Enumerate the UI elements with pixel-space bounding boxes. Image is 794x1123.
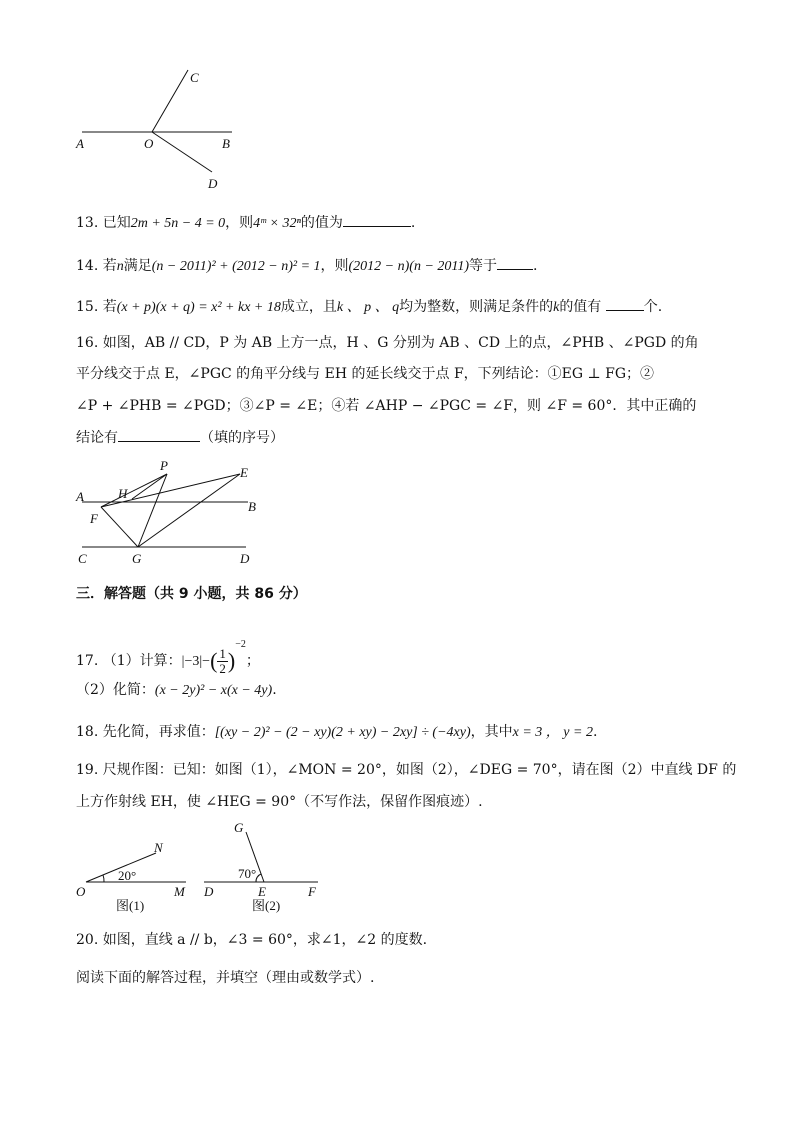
answer-blank[interactable] bbox=[606, 296, 644, 311]
answer-blank[interactable] bbox=[497, 255, 533, 270]
label-e: E bbox=[240, 465, 248, 480]
text: （填的序号） bbox=[200, 430, 284, 446]
ray-oc bbox=[152, 70, 188, 132]
text: ，则 bbox=[320, 258, 349, 274]
question-19-line-2: 上方作射线 EH，使 ∠HEG = 90°（不写作法，保留作图痕迹）. bbox=[76, 794, 483, 810]
math-exponent: −2 bbox=[235, 639, 246, 650]
question-16-line-2: 平分线交于点 E，∠PGC 的角平分线与 EH 的延长线交于点 F，下列结论：①EG ⊥ FG；② bbox=[76, 366, 655, 382]
label-c: C bbox=[190, 70, 199, 85]
text: 均为整数，则满足条件的 bbox=[399, 299, 554, 315]
angle-arc bbox=[103, 875, 104, 882]
figure-q19-2 bbox=[198, 818, 328, 915]
math-expression: (2012 − n)(n − 2011) bbox=[348, 259, 470, 274]
text: （2）化简： bbox=[76, 682, 155, 698]
label-o: O bbox=[144, 136, 154, 151]
math-expression: (x − 2y)² − x(x − 4y) bbox=[154, 683, 273, 698]
label-f: F bbox=[308, 884, 316, 899]
question-number: 18. bbox=[76, 724, 99, 740]
label-b: B bbox=[222, 136, 230, 151]
math-variable: n bbox=[116, 259, 124, 274]
text: 满足 bbox=[123, 258, 152, 274]
text: 已知 bbox=[102, 215, 131, 231]
math-equation: (x + p)(x + q) = x² + kx + 18 bbox=[116, 300, 281, 315]
text: 的值为 bbox=[300, 215, 343, 231]
question-20-line-2: 阅读下面的解答过程，并填空（理由或数学式）. bbox=[76, 970, 375, 986]
text: 若 bbox=[102, 299, 117, 315]
answer-blank[interactable] bbox=[118, 427, 200, 442]
math-abs-value: |−3| bbox=[181, 654, 203, 669]
segment-fg bbox=[101, 507, 138, 547]
label-g: G bbox=[132, 551, 142, 566]
text: . bbox=[592, 724, 598, 740]
text: . bbox=[272, 682, 277, 698]
question-19-line-1: 19. 尺规作图：已知：如图（1），∠MON = 20°，如图（2），∠DEG = 70°，请在图（2）中直线 DF 的 bbox=[76, 762, 737, 778]
label-n: N bbox=[154, 840, 163, 855]
text: . bbox=[410, 215, 416, 231]
figure-aob-rays bbox=[70, 60, 250, 200]
fraction-numerator: 1 bbox=[219, 645, 226, 661]
text: . bbox=[533, 258, 538, 274]
math-expression: [(xy − 2)² − (2 − xy)(2 + xy) − 2xy] ÷ (−4xy) bbox=[214, 725, 471, 740]
text: ，则 bbox=[225, 215, 254, 231]
label-o: O bbox=[76, 884, 86, 899]
text: 的值有 bbox=[559, 299, 602, 315]
segment-eg bbox=[138, 474, 240, 547]
section-3-title: 三．解答题（共 9 小题，共 86 分） bbox=[76, 586, 307, 602]
math-paren-open: ( bbox=[210, 648, 218, 673]
text: 结论有 bbox=[76, 430, 118, 446]
question-17-part-1 bbox=[76, 628, 260, 679]
angle-arc bbox=[256, 874, 261, 882]
caption: 图(1) bbox=[116, 898, 145, 913]
text: 先化简，再求值： bbox=[102, 724, 215, 740]
figure-q19-1 bbox=[72, 830, 192, 915]
question-16-line-3: ∠P + ∠PHB = ∠PGD；③∠P = ∠E；④若 ∠AHP − ∠PGC = ∠F，则 ∠F = 60°．其中正确的 bbox=[76, 398, 697, 414]
text: （1）计算： bbox=[102, 653, 182, 669]
text: ； bbox=[245, 653, 260, 669]
question-17-part-2 bbox=[76, 680, 277, 701]
answer-blank[interactable] bbox=[343, 212, 411, 227]
question-20-line-1: 20. 如图，直线 a // b，∠3 = 60°，求∠1，∠2 的度数. bbox=[76, 932, 428, 948]
text: 成立，且 bbox=[280, 299, 337, 315]
text: 等于 bbox=[469, 258, 498, 274]
question-14 bbox=[76, 255, 537, 277]
caption: 图(2) bbox=[252, 898, 281, 913]
math-variables: k 、 p 、 q bbox=[336, 300, 400, 315]
question-number: 15. bbox=[76, 299, 99, 315]
angle-value: 20° bbox=[118, 868, 137, 883]
text: 若 bbox=[102, 258, 117, 274]
question-number: 13. bbox=[76, 215, 99, 231]
math-fraction bbox=[217, 647, 228, 676]
question-15 bbox=[76, 296, 662, 318]
question-number: 17. bbox=[76, 653, 99, 669]
label-a: A bbox=[76, 136, 84, 151]
label-c: C bbox=[78, 551, 87, 566]
label-e: E bbox=[258, 884, 266, 899]
label-d: D bbox=[204, 884, 214, 899]
math-equation: (n − 2011)² + (2012 − n)² = 1 bbox=[151, 259, 321, 274]
question-18 bbox=[76, 722, 597, 743]
math-condition: x = 3 ， y = 2 bbox=[512, 725, 593, 740]
fraction-denominator: 2 bbox=[219, 660, 226, 676]
label-d: D bbox=[240, 551, 250, 566]
math-paren-close: ) bbox=[227, 648, 236, 673]
text: 个. bbox=[643, 299, 663, 315]
label-d: D bbox=[208, 176, 218, 191]
question-13 bbox=[76, 212, 415, 234]
text: ，其中 bbox=[470, 724, 513, 740]
question-16-line-1: 16. 如图，AB // CD，P 为 AB 上方一点，H 、G 分别为 AB 、CD 上的点，∠PHB 、∠PGD 的角 bbox=[76, 335, 699, 351]
label-b: B bbox=[248, 499, 256, 514]
label-g: G bbox=[234, 820, 244, 835]
question-number: 14. bbox=[76, 258, 99, 274]
question-16-line-4 bbox=[76, 427, 284, 448]
math-operator: − bbox=[202, 654, 211, 669]
math-expression: 4ᵐ × 32ⁿ bbox=[253, 216, 301, 231]
label-f: F bbox=[90, 511, 98, 526]
math-variable: k bbox=[553, 300, 560, 315]
label-p: P bbox=[160, 458, 168, 473]
label-m: M bbox=[174, 884, 185, 899]
math-equation: 2m + 5n − 4 = 0 bbox=[130, 216, 226, 231]
angle-value: 70° bbox=[238, 866, 257, 881]
label-h: H bbox=[118, 486, 128, 501]
ray-od bbox=[152, 132, 212, 172]
figure-q16-parallel-lines bbox=[70, 455, 270, 575]
label-a: A bbox=[76, 489, 84, 504]
